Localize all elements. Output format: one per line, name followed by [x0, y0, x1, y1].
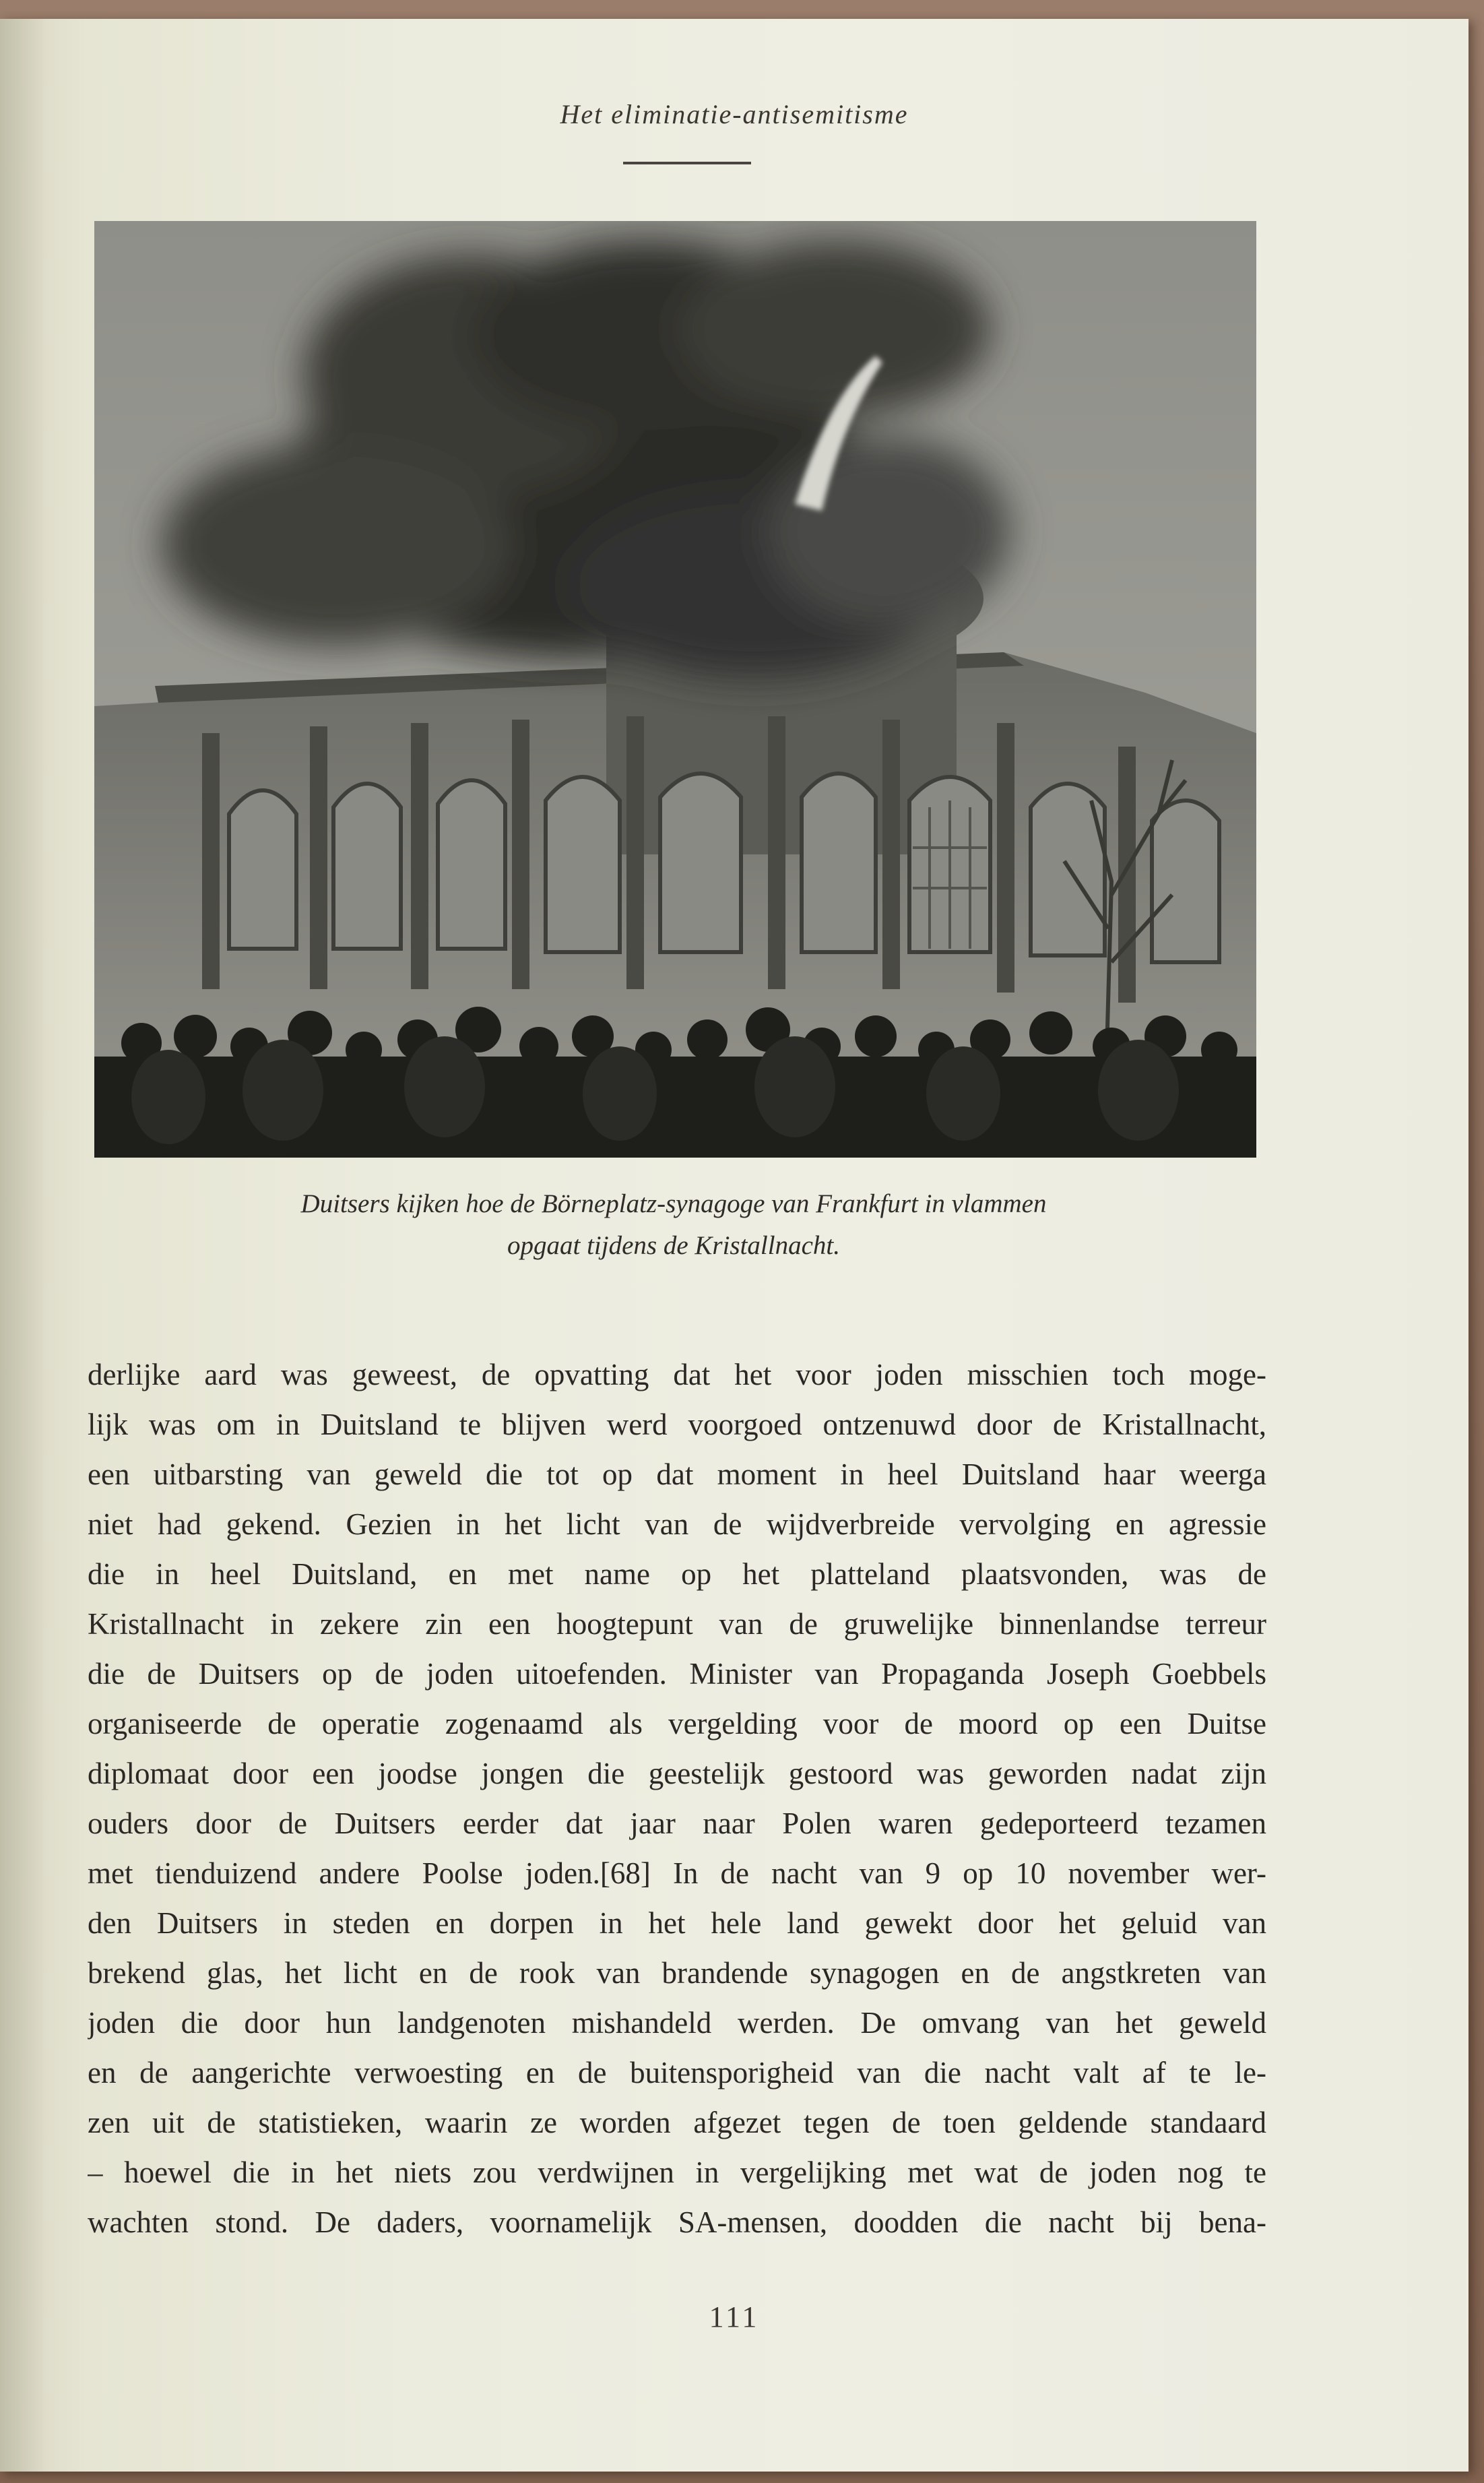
page-number: 111	[709, 2300, 760, 2333]
photo-illustration	[94, 221, 1256, 1158]
text-line: derlijke aard was geweest, de opvatting dat het voor joden misschien toch moge-	[88, 1358, 1266, 1391]
text-line: Kristallnacht in zekere zin een hoogtepunt van de gruwelijke binnenlandse terreur	[88, 1607, 1266, 1641]
text-line: – hoewel die in het niets zou verdwijnen in vergelijking met wat de joden nog te	[88, 2156, 1266, 2189]
text-line: niet had gekend. Gezien in het licht van de wijdverbreide vervolging en agressie	[88, 1507, 1266, 1541]
text-line: den Duitsers in steden en dorpen in het hele land gewekt door het geluid van	[88, 1906, 1266, 1940]
text-line: met tienduizend andere Poolse joden.[68] In de nacht van 9 op 10 november wer-	[88, 1856, 1266, 1890]
header-rule	[623, 162, 751, 164]
text-line: organiseerde de operatie zogenaamd als vergelding voor de moord op een Duitse	[88, 1707, 1266, 1740]
running-head: Het eliminatie-antisemitisme	[560, 99, 909, 129]
text-line: die in heel Duitsland, en met name op het platteland plaatsvonden, was de	[88, 1557, 1266, 1591]
text-line: brekend glas, het licht en de rook van brandende synagogen en de angstkreten van	[88, 1956, 1266, 1990]
text-line: een uitbarsting van geweld die tot op dat moment in heel Duitsland haar weerga	[88, 1457, 1266, 1491]
book-page	[0, 19, 1469, 2472]
text-line: wachten stond. De daders, voornamelijk SA-mensen, doodden die nacht bij bena-	[88, 2205, 1266, 2239]
caption-line-1: Duitsers kijken hoe de Börneplatz-synagoge van Frankfurt in vlammen	[300, 1189, 1047, 1218]
text-line: lijk was om in Duitsland te blijven werd voorgoed ontzenuwd door de Kristallnacht,	[88, 1408, 1266, 1441]
text-line: diplomaat door een joodse jongen die geestelijk gestoord was geworden nadat zijn	[88, 1757, 1266, 1790]
text-line: en de aangerichte verwoesting en de buitensporigheid van die nacht valt af te le-	[88, 2056, 1266, 2089]
text-line: die de Duitsers op de joden uitoefenden. Minister van Propaganda Joseph Goebbels	[88, 1657, 1266, 1691]
synagogue-fire-photo	[94, 221, 1256, 1158]
text-line: joden die door hun landgenoten mishandeld werden. De omvang van het geweld	[88, 2006, 1266, 2040]
caption-line-2: opgaat tijdens de Kristallnacht.	[507, 1231, 840, 1260]
photo-caption	[168, 1183, 1179, 1267]
text-line: ouders door de Duitsers eerder dat jaar naar Polen waren gedeporteerd tezamen	[88, 1806, 1266, 1840]
body-text	[88, 1350, 1266, 2247]
text-line: zen uit de statistieken, waarin ze worden afgezet tegen de toen geldende standaard	[88, 2106, 1266, 2139]
